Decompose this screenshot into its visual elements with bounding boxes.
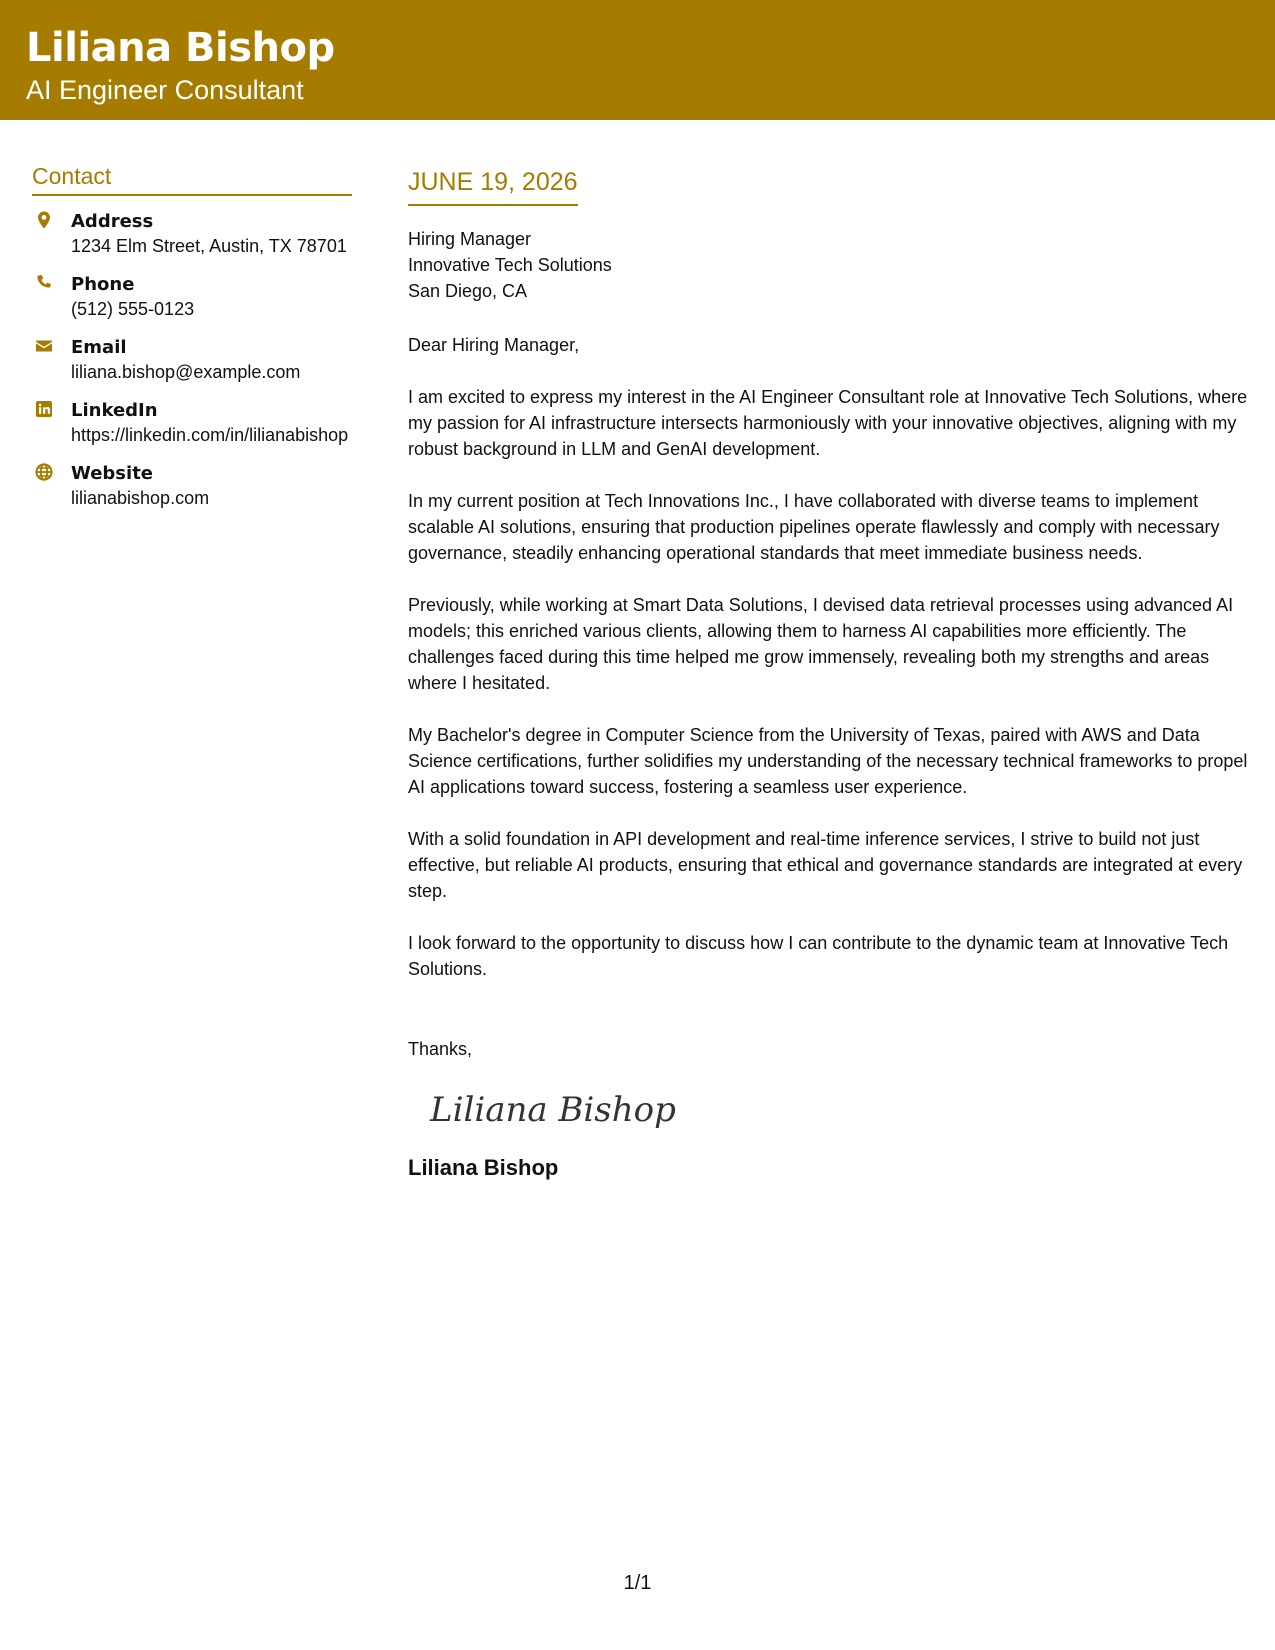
letter-paragraph: With a solid foundation in API development and real-time inference services, I strive to build not just effective, but reliable AI products, ensuring that ethical and governance standards are integrated at every step. [408, 829, 1243, 901]
letter-body [408, 166, 1253, 1182]
address-value: 1234 Elm Street, Austin, TX 78701 [71, 236, 347, 256]
letter-paragraph: I look forward to the opportunity to discuss how I can contribute to the dynamic team at Innovative Tech Solutions. [408, 933, 1229, 979]
contact-label: Website [71, 463, 154, 484]
letter-paragraph: In my current position at Tech Innovations Inc., I have collaborated with diverse teams to implement scalable AI solutions, ensuring that production pipelines operate flawlessly and comply with necessary governance, steadily enhancing operational standards that meet immediate business needs. [408, 491, 1220, 563]
contact-sidebar [32, 162, 352, 525]
contact-item-email [32, 336, 352, 385]
page-number: 1/1 [623, 1572, 652, 1594]
header-banner [0, 0, 1275, 120]
applicant-job-title: AI Engineer Consultant [26, 75, 304, 105]
letter-closing: Thanks, [408, 1039, 473, 1059]
recipient-line: Innovative Tech Solutions [408, 255, 612, 275]
phone-icon [34, 273, 54, 293]
website-value[interactable]: lilianabishop.com [71, 488, 210, 508]
letter-paragraph: Previously, while working at Smart Data Solutions, I devised data retrieval processes using advanced AI models; this enriched various clients, allowing them to harness AI capabilities more efficiently. The challenges faced during this time helped me grow immensely, revealing both my strengths and areas where I hesitated. [408, 595, 1234, 693]
applicant-name: Liliana Bishop [26, 25, 335, 71]
envelope-icon [34, 336, 54, 356]
handwritten-signature: Liliana Bishop [430, 1090, 676, 1130]
linkedin-icon [34, 399, 54, 419]
contact-label: Email [71, 337, 127, 358]
recipient-line: Hiring Manager [408, 229, 532, 249]
letter-paragraph: I am excited to express my interest in the AI Engineer Consultant role at Innovative Tech Solutions, where my passion for AI infrastructure intersects harmoniously with your innovative objectives, aligning with my robust background in LLM and GenAI development. [408, 387, 1248, 459]
email-value[interactable]: liliana.bishop@example.com [71, 362, 301, 382]
contact-label: Address [71, 211, 154, 232]
contact-label: LinkedIn [71, 400, 158, 421]
contact-item-address [32, 210, 352, 259]
letter-paragraph: My Bachelor's degree in Computer Science from the University of Texas, paired with AWS and Data Science certifications, further solidifies my understanding of the necessary technical frameworks to propel AI applications toward success, fostering a seamless user experience. [408, 725, 1248, 797]
contact-item-linkedin [32, 399, 352, 448]
recipient-block [408, 226, 1253, 304]
contact-heading: Contact [32, 162, 352, 196]
recipient-line: San Diego, CA [408, 281, 528, 301]
contact-label: Phone [71, 274, 135, 295]
contact-item-website [32, 462, 352, 511]
contact-item-phone [32, 273, 352, 322]
letter-date: JUNE 19, 2026 [408, 166, 578, 206]
linkedin-value[interactable]: https://linkedin.com/in/lilianabishop [71, 425, 349, 445]
globe-icon [34, 462, 54, 482]
salutation: Dear Hiring Manager, [408, 335, 580, 355]
map-marker-icon [34, 210, 54, 230]
signed-name: Liliana Bishop [408, 1155, 559, 1180]
phone-value: (512) 555-0123 [71, 299, 195, 319]
